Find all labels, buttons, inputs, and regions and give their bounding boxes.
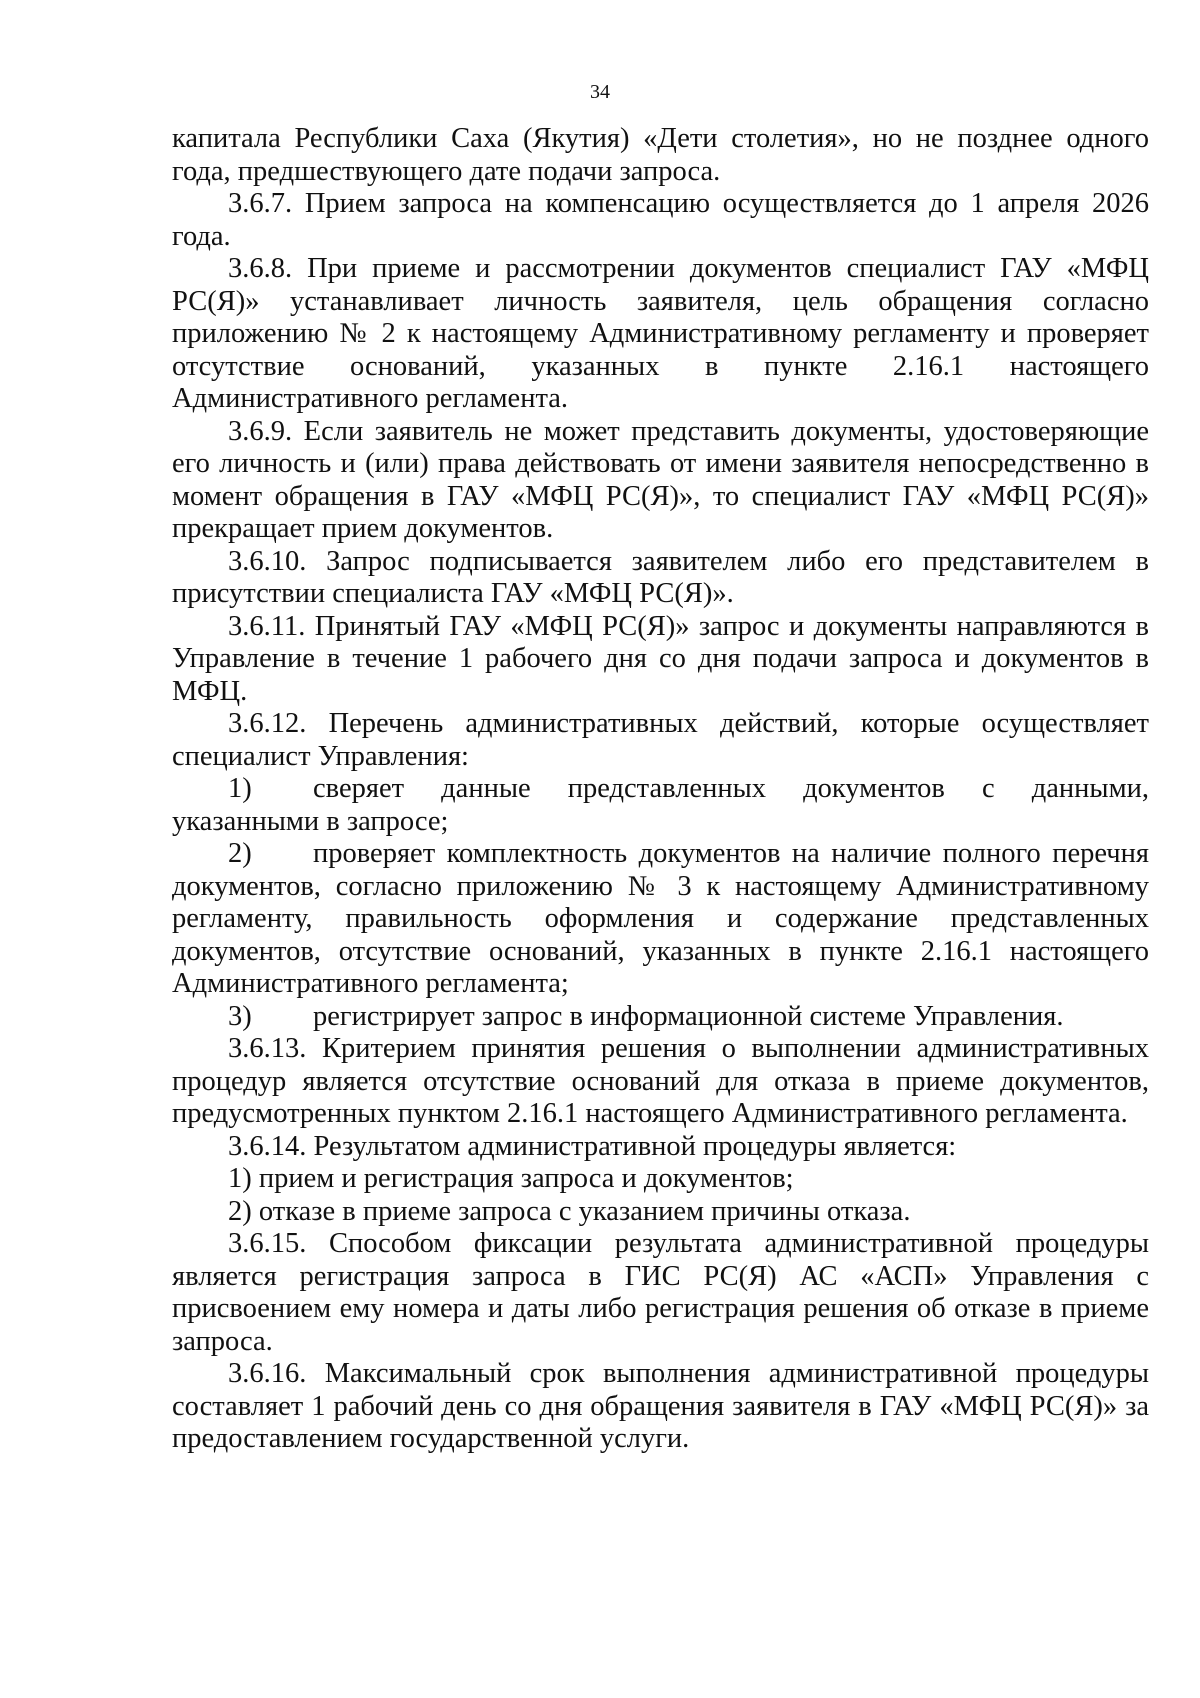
paragraph-3-6-7: 3.6.7. Прием запроса на компенсацию осуществляется до 1 апреля 2026 года.	[172, 188, 1149, 252]
list-item-2-text: проверяет комплектность документов на наличие полного перечня документов, согласно приложению № 3 к настоящему Административному регламенту, правильность оформления и содержание представленных документов, отсутствие оснований, указанных в пункте 2.16.1 настоящего Административного регламента;	[172, 838, 1149, 999]
result-item-1: 1) прием и регистрация запроса и документов;	[228, 1163, 794, 1194]
page-number: 34	[590, 81, 610, 103]
list-marker-2: 2)	[228, 838, 252, 869]
paragraph-3-6-8: 3.6.8. При приеме и рассмотрении документов специалист ГАУ «МФЦ РС(Я)» устанавливает личность заявителя, цель обращения согласно приложению № 2 к настоящему Административному регламенту и проверяет отсутствие оснований, указанных в пункте 2.16.1 настоящего Административного регламента.	[172, 253, 1149, 414]
paragraph-continuation: капитала Республики Саха (Якутия) «Дети столетия», но не позднее одного года, предшествующего дате подачи запроса.	[172, 123, 1149, 187]
paragraph-3-6-13: 3.6.13. Критерием принятия решения о выполнении административных процедур является отсутствие оснований для отказа в приеме документов, предусмотренных пунктом 2.16.1 настоящего Административного регламента.	[172, 1033, 1149, 1129]
document-body	[172, 123, 1149, 1456]
list-item-1	[172, 773, 1149, 838]
paragraph-3-6-10: 3.6.10. Запрос подписывается заявителем либо его представителем в присутствии специалиста ГАУ «МФЦ РС(Я)».	[172, 545, 1149, 609]
paragraph-3-6-15: 3.6.15. Способом фиксации результата административной процедуры является регистрация запроса в ГИС РС(Я) АС «АСП» Управления с присвоением ему номера и даты либо регистрация решения об отказе в приеме запроса.	[172, 1228, 1149, 1357]
list-item-1-text: сверяет данные представленных документов с данными, указанными в запросе;	[172, 773, 1149, 837]
paragraph-3-6-9: 3.6.9. Если заявитель не может представить документы, удостоверяющие его личность и (или) права действовать от имени заявителя непосредственно в момент обращения в ГАУ «МФЦ РС(Я)», то специалист ГАУ «МФЦ РС(Я)» прекращает прием документов.	[172, 415, 1149, 544]
list-item-3	[172, 1001, 1149, 1034]
list-marker-3: 3)	[228, 1000, 252, 1032]
paragraph-3-6-14: 3.6.14. Результатом административной процедуры является:	[228, 1130, 957, 1162]
paragraph-3-6-16: 3.6.16. Максимальный срок выполнения административной процедуры составляет 1 рабочий день со дня обращения заявителя в ГАУ «МФЦ РС(Я)» за предоставлением государственной услуги.	[172, 1358, 1149, 1454]
result-item-2: 2) отказе в приеме запроса с указанием причины отказа.	[228, 1195, 911, 1227]
paragraph-3-6-12: 3.6.12. Перечень административных действий, которые осуществляет специалист Управления:	[172, 708, 1149, 772]
list-marker-1: 1)	[228, 773, 252, 804]
list-item-2	[172, 838, 1149, 1001]
paragraph-3-6-11: 3.6.11. Принятый ГАУ «МФЦ РС(Я)» запрос и документы направляются в Управление в течение 1 рабочего дня со дня подачи запроса и документов в МФЦ.	[172, 610, 1149, 707]
list-item-3-text: регистрирует запрос в информационной системе Управления.	[313, 1000, 1064, 1032]
